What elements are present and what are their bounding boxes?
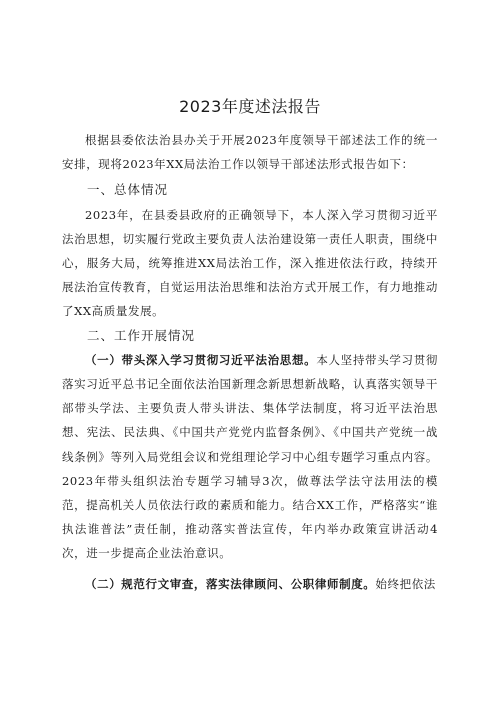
work-paragraph-1 <box>62 348 438 566</box>
work-paragraph-1-lead: （一）带头深入学习贯彻习近平法治思想。 <box>85 352 317 367</box>
work-paragraph-1-text: 本人坚持带头学习贯彻落实习近平总书记全面依法治国新理念新思想新战略，认真落实领导干部带头学法、主要负责人带头讲法、集体学法制度，将习近平法治思想、宪法、民法典、《中国共产党党内监督条例》、《中国共产党统一战线条例》等列入局党组会议和党组理论学习中心组专题学习重点内容。2023年带头组织法治专题学习辅导3次，做尊法学法守法用法的模范，提高机关人员依法行政的素质和能力。结合XX工作，严格落实“谁执法谁普法”责任制，推动落实普法宣传，年内举办政策宣讲活动4次，进一步提高企业法治意识。 <box>62 352 438 561</box>
document-title: 2023年度述法报告 <box>179 97 321 116</box>
section-heading-work: 二、工作开展情况 <box>87 327 196 343</box>
work-paragraph-2-lead: （二）规范行文审查，落实法律顾问、公职律师制度。 <box>85 576 376 591</box>
work-paragraph-2-text: 始终把依法 <box>375 576 436 591</box>
work-paragraph-2 <box>62 572 438 596</box>
section-heading-overview: 一、总体情况 <box>87 182 169 198</box>
intro-paragraph: 根据县委依法治县办关于开展2023年度领导干部述法工作的统一安排，现将2023年XX局法治工作以领导干部述法形式报告如下： <box>62 133 438 172</box>
overview-text: 2023年，在县委县政府的正确领导下，本人深入学习贯彻习近平法治思想，切实履行党政主要负责人法治建设第一责任人职责，围绕中心，服务大局，统筹推进XX局法治工作，深入推进依法行政，持续开展法治宣传教育，自觉运用法治思维和法治方式开展工作，有力地推动了XX高质量发展。 <box>62 207 438 319</box>
overview-paragraph <box>62 203 438 324</box>
